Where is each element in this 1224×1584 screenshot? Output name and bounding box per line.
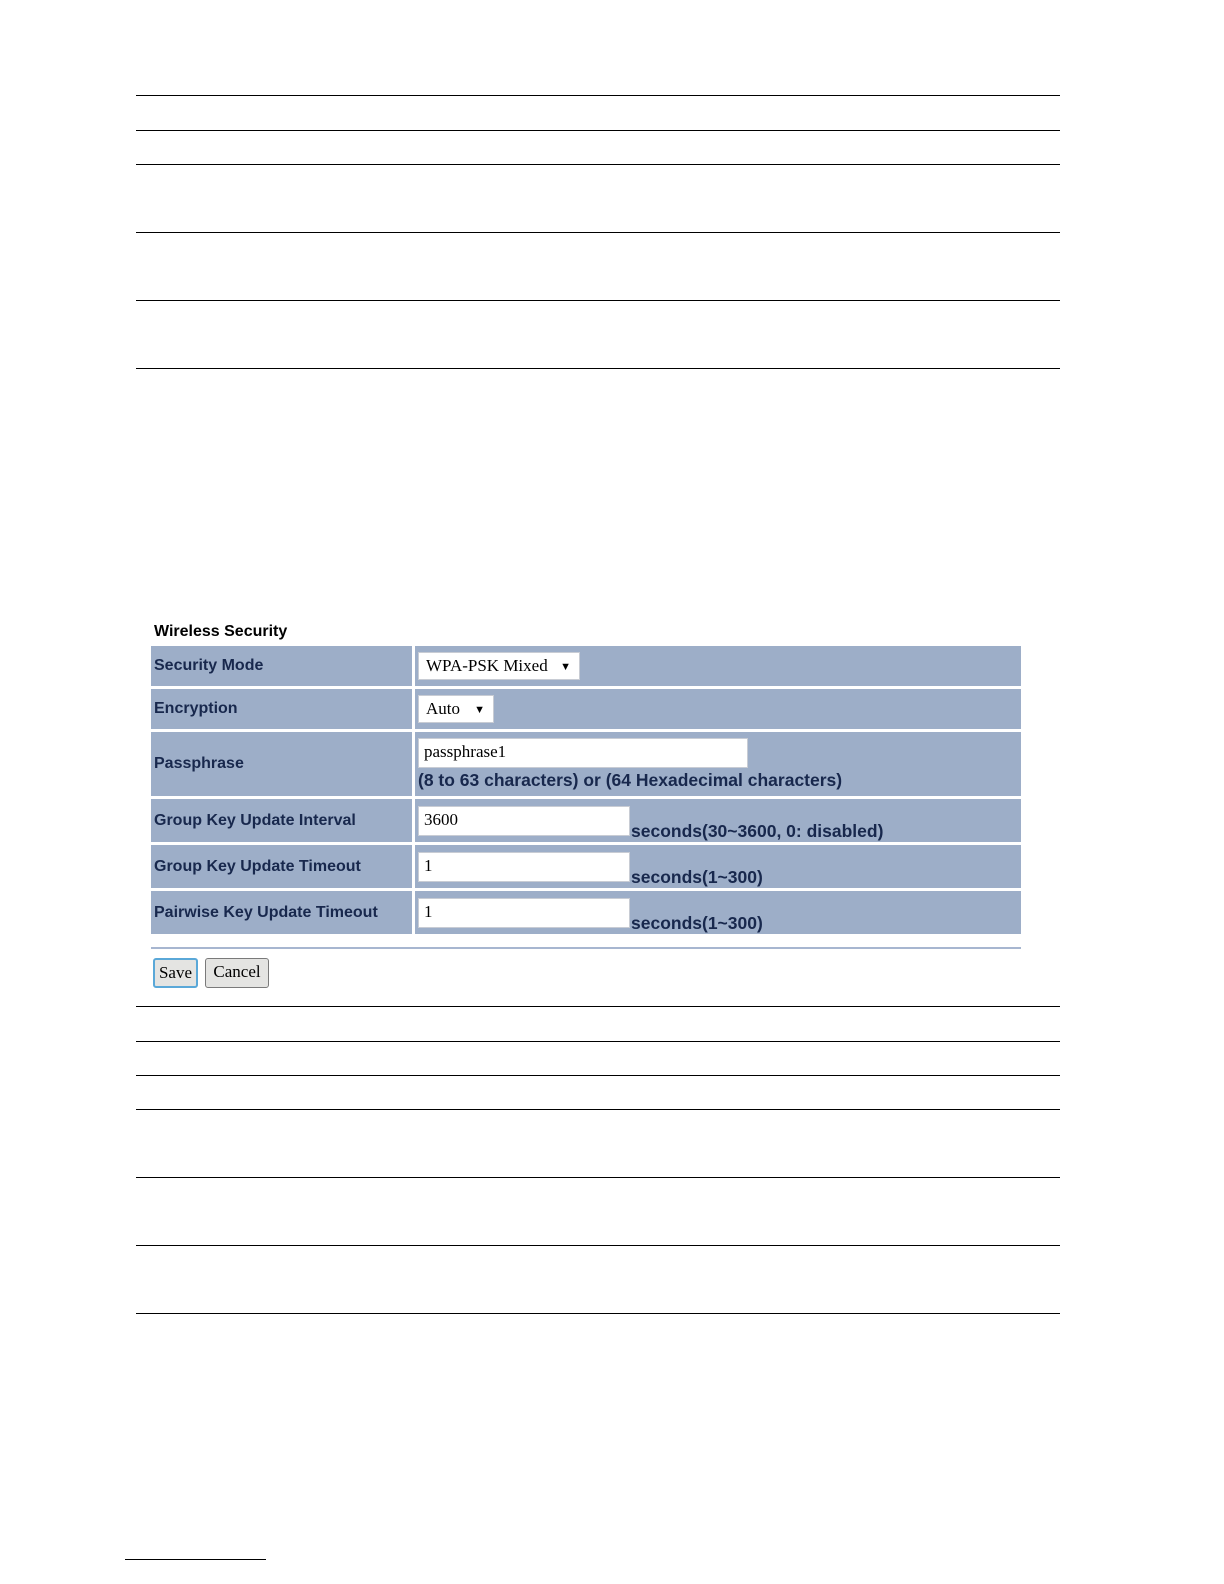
passphrase-hint: (8 to 63 characters) or (64 Hexadecimal characters)	[418, 769, 843, 790]
doc-rule	[136, 1313, 1060, 1314]
security-mode-select[interactable]	[418, 652, 580, 680]
doc-rule	[136, 164, 1060, 165]
save-button[interactable]: Save	[153, 958, 198, 988]
cancel-button[interactable]: Cancel	[205, 958, 269, 988]
pairwise-key-timeout-label: Pairwise Key Update Timeout	[151, 891, 415, 934]
row-passphrase	[151, 732, 1021, 796]
group-key-timeout-label: Group Key Update Timeout	[151, 845, 415, 888]
passphrase-label: Passphrase	[151, 732, 415, 796]
wireless-security-panel	[151, 618, 1021, 937]
row-encryption	[151, 689, 1021, 729]
group-key-timeout-input[interactable]: 1	[418, 852, 630, 882]
doc-rule	[136, 1109, 1060, 1110]
encryption-select[interactable]	[418, 695, 494, 723]
doc-rule	[136, 1075, 1060, 1076]
doc-rule	[136, 1041, 1060, 1042]
doc-rule	[136, 1245, 1060, 1246]
pairwise-key-timeout-input[interactable]: 1	[418, 898, 630, 928]
group-key-timeout-hint: seconds(1~300)	[631, 866, 763, 887]
security-mode-label: Security Mode	[151, 646, 415, 686]
panel-title: Wireless Security	[154, 623, 288, 640]
chevron-down-icon: ▼	[474, 704, 485, 716]
doc-rule	[136, 368, 1060, 369]
encryption-label: Encryption	[151, 689, 415, 729]
encryption-value: Auto	[426, 699, 460, 718]
row-group-key-interval	[151, 799, 1021, 842]
doc-rule	[136, 95, 1060, 96]
doc-rule	[136, 232, 1060, 233]
doc-rule	[136, 1006, 1060, 1007]
panel-separator	[151, 947, 1021, 949]
pairwise-key-timeout-hint: seconds(1~300)	[631, 912, 763, 933]
chevron-down-icon: ▼	[560, 661, 571, 673]
passphrase-input[interactable]: passphrase1	[418, 738, 748, 768]
group-key-interval-input[interactable]: 3600	[418, 806, 630, 836]
doc-rule	[136, 1177, 1060, 1178]
security-settings-table	[151, 643, 1021, 937]
row-group-key-timeout	[151, 845, 1021, 888]
footnote-rule	[125, 1559, 266, 1560]
row-security-mode	[151, 646, 1021, 686]
doc-rule	[136, 300, 1060, 301]
group-key-interval-hint: seconds(30~3600, 0: disabled)	[631, 820, 884, 841]
group-key-interval-label: Group Key Update Interval	[151, 799, 415, 842]
row-pairwise-key-timeout	[151, 891, 1021, 934]
security-mode-value: WPA-PSK Mixed	[426, 656, 548, 675]
doc-rule	[136, 130, 1060, 131]
